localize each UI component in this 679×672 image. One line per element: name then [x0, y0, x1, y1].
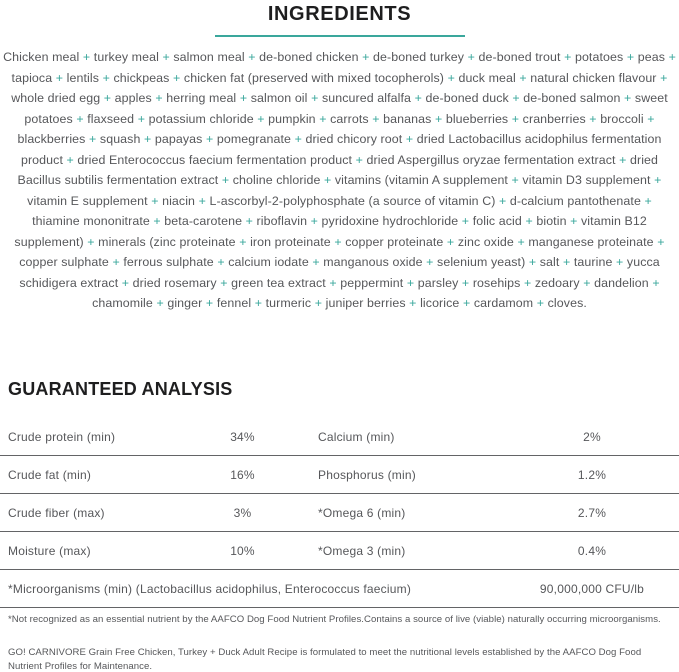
footnote-aafco-nutrient: *Not recognized as an essential nutrient by the AAFCO Dog Food Nutrient Profiles.Contains a source of live (viable) naturally occurring microorganisms.: [8, 614, 661, 625]
nutrient-value: 2.7%: [577, 505, 607, 520]
nutrient-label: Crude protein (min): [8, 429, 116, 444]
plus-separator: +: [155, 91, 163, 105]
plus-separator: +: [153, 214, 161, 228]
plus-separator: +: [616, 255, 624, 269]
nutrient-label: Phosphorus (min): [318, 467, 416, 482]
plus-separator: +: [564, 50, 572, 64]
plus-separator: +: [311, 91, 319, 105]
plus-separator: +: [257, 111, 265, 126]
plus-separator: +: [362, 50, 370, 64]
plus-separator: +: [310, 214, 318, 228]
plus-separator: +: [239, 91, 248, 105]
plus-separator: +: [221, 173, 230, 187]
guaranteed-analysis-section: [0, 379, 679, 608]
plus-separator: +: [55, 70, 64, 85]
ingredients-title: INGREDIENTS: [267, 3, 412, 25]
footnote-recipe-statement: GO! CARNIVORE Grain Free Chicken, Turkey + Duck Adult Recipe is formulated to meet the nutritional levels established by the AAFCO Dog Food Nutrient Profiles for Maintenance.: [8, 647, 642, 672]
plus-separator: +: [405, 132, 414, 146]
plus-separator: +: [162, 50, 170, 64]
plus-separator: +: [512, 91, 520, 105]
nutrient-value: 34%: [230, 429, 255, 444]
plus-separator: +: [173, 70, 181, 85]
plus-separator: +: [589, 111, 597, 126]
plus-separator: +: [355, 152, 363, 167]
nutrient-label: *Omega 6 (min): [318, 505, 406, 520]
plus-separator: +: [76, 111, 84, 126]
plus-separator: +: [314, 296, 323, 310]
plus-separator: +: [447, 70, 455, 85]
plus-separator: +: [248, 50, 256, 64]
plus-separator: +: [446, 234, 455, 249]
plus-separator: +: [647, 111, 655, 126]
teal-divider: [215, 35, 465, 37]
table-row-protein-calcium: [0, 418, 679, 456]
plus-separator: +: [467, 50, 475, 64]
plus-separator: +: [156, 296, 164, 310]
plus-separator: +: [461, 275, 470, 290]
plus-separator: +: [461, 214, 470, 228]
nutrient-value: 16%: [230, 467, 255, 482]
plus-separator: +: [323, 173, 332, 187]
plus-separator: +: [657, 234, 665, 249]
plus-separator: +: [137, 111, 146, 126]
plus-separator: +: [245, 214, 253, 228]
plus-separator: +: [217, 255, 225, 269]
plus-separator: +: [254, 296, 263, 310]
plus-separator: +: [409, 296, 417, 310]
plus-separator: +: [524, 275, 532, 290]
table-row-microorganisms: [0, 570, 679, 608]
nutrient-value: 1.2%: [577, 467, 607, 482]
nutrient-label: Calcium (min): [318, 429, 395, 444]
plus-separator: +: [206, 132, 214, 146]
nutrient-label: *Microorganisms (min) (Lactobacillus acidophilus, Enterococcus faecium): [8, 581, 412, 596]
plus-separator: +: [89, 132, 97, 146]
plus-separator: +: [426, 255, 434, 269]
plus-separator: +: [220, 275, 228, 290]
plus-separator: +: [82, 50, 91, 64]
plus-separator: +: [528, 255, 537, 269]
plus-separator: +: [626, 50, 635, 64]
nutrient-value: 0.4%: [577, 543, 607, 558]
nutrient-label: Crude fiber (max): [8, 505, 105, 520]
nutrient-label: Moisture (max): [8, 543, 91, 558]
guaranteed-analysis-table: [0, 418, 679, 608]
plus-separator: +: [570, 214, 578, 228]
guaranteed-analysis-title: GUARANTEED ANALYSIS: [8, 379, 233, 399]
plus-separator: +: [144, 132, 152, 146]
nutrient-label: Crude fat (min): [8, 467, 92, 482]
plus-separator: +: [652, 275, 660, 290]
plus-separator: +: [66, 152, 74, 167]
plus-separator: +: [121, 275, 130, 290]
plus-separator: +: [517, 234, 525, 249]
ingredients-paragraph: Chicken meal + turkey meal + salmon meal + de-boned chicken + de-boned turkey + de-boned trout + potatoes + peas + tapioca + lentils + chickpeas + chicken fat (preserved with mixed tocopherols) + duck meal + natural chicken flavour + whole dried egg + apples + herring meal + salmon oil + suncured alfalfa + de-boned duck + de-boned salmon + sweet potatoes + flaxseed + potassium chloride + pumpkin + carrots + bananas + blueberries + cranberries + broccoli + blackberries + squash + papayas + pomegranate + dried chicory root + dried Lactobacillus acidophilus fermentation product + dried Enterococcus faecium fermentation product + dried Aspergillus oryzae fermentation extract + dried Bacillus subtilis fermentation extract + choline chloride + vitamins (vitamin A supplement + vitamin D3 supplement + vitamin E supplement + niacin + L-ascorbyl-2-polyphosphate (a source of vitamin C) + d-calcium pantothenate + thiamine mononitrate + beta-carotene + riboflavin + pyridoxine hydrochloride + folic acid + biotin + vitamin B12 supplement) + minerals (zinc proteinate + iron proteinate + copper proteinate + zinc oxide + manganese proteinate + copper sulphate + ferrous sulphate + calcium iodate + manganous oxide + selenium yeast) + salt + taurine + yucca schidigera extract + dried rosemary + green tea extract + peppermint + parsley + rosehips + zedoary + dandelion + chamomile + ginger + fennel + turmeric + juniper berries + licorice + cardamom + cloves.: [3, 50, 676, 310]
plus-separator: +: [525, 214, 533, 228]
plus-separator: +: [239, 234, 247, 249]
plus-separator: +: [434, 111, 443, 126]
plus-separator: +: [619, 152, 627, 167]
plus-separator: +: [372, 111, 380, 126]
plus-separator: +: [414, 91, 422, 105]
plus-separator: +: [112, 255, 120, 269]
nutrient-value: 3%: [233, 505, 252, 520]
plus-separator: +: [102, 70, 110, 85]
plus-separator: +: [644, 193, 652, 208]
plus-separator: +: [334, 234, 342, 249]
plus-separator: +: [499, 193, 507, 208]
table-row-moisture-omega3: [0, 532, 679, 570]
plus-separator: +: [87, 234, 95, 249]
plus-separator: +: [329, 275, 337, 290]
plus-separator: +: [536, 296, 545, 310]
nutrient-value: 10%: [230, 543, 255, 558]
plus-separator: +: [562, 255, 571, 269]
plus-separator: +: [312, 255, 320, 269]
plus-separator: +: [583, 275, 591, 290]
plus-separator: +: [462, 296, 471, 310]
plus-separator: +: [406, 275, 415, 290]
plus-separator: +: [511, 173, 519, 187]
plus-separator: +: [103, 91, 112, 105]
plus-separator: +: [668, 50, 676, 64]
plus-separator: +: [511, 111, 520, 126]
plus-separator: +: [198, 193, 206, 208]
plus-separator: +: [654, 173, 662, 187]
nutrient-value: 90,000,000 CFU/lb: [539, 581, 645, 596]
plus-separator: +: [624, 91, 632, 105]
table-row-fat-phosphorus: [0, 456, 679, 494]
plus-separator: +: [205, 296, 214, 310]
plus-separator: +: [660, 70, 668, 85]
nutrient-label: *Omega 3 (min): [318, 543, 406, 558]
table-row-fiber-omega6: [0, 494, 679, 532]
nutrient-value: 2%: [583, 429, 601, 444]
plus-separator: +: [151, 193, 159, 208]
plus-separator: +: [294, 132, 302, 146]
plus-separator: +: [319, 111, 327, 126]
plus-separator: +: [519, 70, 527, 85]
